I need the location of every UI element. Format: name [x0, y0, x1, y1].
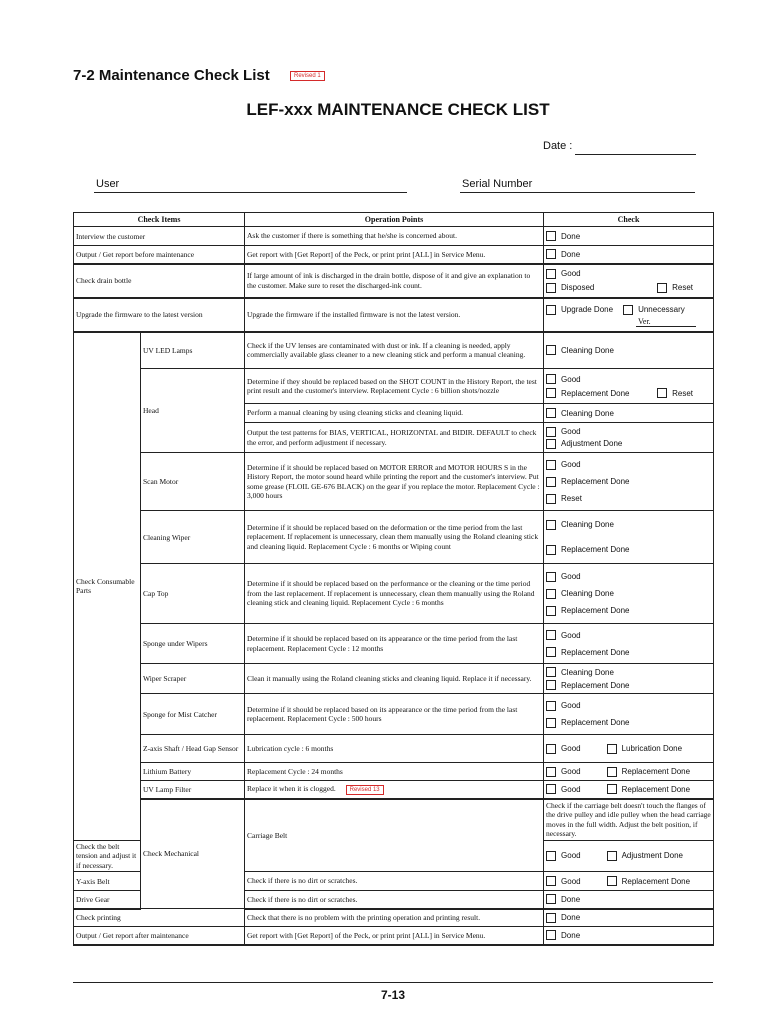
operation-point: Lubrication cycle : 6 months	[245, 735, 544, 763]
sub-item: Sponge under Wipers	[141, 624, 245, 664]
check-cell: Good Replacement Done	[544, 694, 714, 735]
table-row	[74, 781, 714, 799]
operation-point: Replacement Cycle : 24 months	[245, 763, 544, 781]
operation-point: Determine if it should be replaced based on its appearance or the time period from the last replacement. Replacement Cycle : 500 hours	[245, 694, 544, 735]
checkbox[interactable]	[546, 876, 556, 886]
check-cell: Good Replacement Done	[544, 781, 714, 799]
operation-point: If large amount of ink is discharged in the drain bottle, dispose of it and give an explanation to the customer. Make sure to reset the discharged-ink count.	[245, 264, 544, 298]
checkbox[interactable]	[607, 767, 617, 777]
revised-stamp: Revised 1	[290, 71, 325, 81]
checkbox[interactable]	[546, 718, 556, 728]
operation-point: Get report with [Get Report] of the Peck, or print print [ALL] in Service Menu.	[245, 246, 544, 264]
checkbox[interactable]	[546, 269, 556, 279]
table-row	[74, 332, 714, 369]
operation-point: Determine if it should be replaced based on the performance or the cleaning or the time period from the last replacement. If replacement is unnecessary, clean them manually using the Roland cleaning stick and cleaning liquid. Replacement Cycle : 6 months	[245, 564, 544, 624]
check-cell: Cleaning Done	[544, 332, 714, 369]
operation-point: Check if the carriage belt doesn't touch the flanges of the drive pulley and idle pulley when the head carriage moves in the full width. Adjust the belt position, if necessary.	[544, 799, 714, 841]
checkbox[interactable]	[607, 784, 617, 794]
checkbox[interactable]	[546, 374, 556, 384]
operation-point: Check that there is no problem with the printing operation and printing result.	[245, 909, 544, 927]
checkbox[interactable]	[546, 231, 556, 241]
operation-point: Determine if it should be replaced based on MOTOR ERROR and MOTOR HOURS S in the History Report, the motor sound heard while printing the report and the customer's interview. Put some grease (FLOIL GE-676 BLACK) on the gear if you replace the motor. Replacement Cycle : 3,000 hours	[245, 453, 544, 511]
checkbox[interactable]	[607, 851, 617, 861]
table-row	[74, 909, 714, 927]
check-cell: Done	[544, 246, 714, 264]
checkbox[interactable]	[546, 520, 556, 530]
document-title: LEF-xxx MAINTENANCE CHECK LIST	[246, 100, 550, 119]
sub-item: Cap Top	[141, 564, 245, 624]
checkbox[interactable]	[546, 427, 556, 437]
sub-item: Z-axis Shaft / Head Gap Sensor	[141, 735, 245, 763]
page-number: 7-13	[380, 988, 406, 1002]
sub-item: Lithium Battery	[141, 763, 245, 781]
operation-point: Check if the UV lenses are contaminated with dust or ink. If a cleaning is needed, apply commercially available glass cleaner to a new cleaning stick and perform a manual cleaning.	[245, 332, 544, 369]
check-item: Check drain bottle	[74, 264, 245, 298]
checkbox[interactable]	[546, 851, 556, 861]
table-row	[74, 799, 714, 841]
check-cell: Good Lubrication Done	[544, 735, 714, 763]
sub-item: Scan Motor	[141, 453, 245, 511]
checkbox[interactable]	[607, 876, 617, 886]
revised-stamp: Revised 13	[346, 785, 384, 795]
checkbox[interactable]	[546, 477, 556, 487]
check-cell: Good Replacement Done	[544, 872, 714, 891]
check-item: Upgrade the firmware to the latest version	[74, 298, 245, 332]
table-row	[74, 735, 714, 763]
sub-item: UV LED Lamps	[141, 332, 245, 369]
check-cell: Done	[544, 927, 714, 945]
table-row	[74, 369, 714, 404]
checkbox[interactable]	[546, 680, 556, 690]
check-cell: Good Replacement Done Reset	[544, 453, 714, 511]
table-row	[74, 227, 714, 246]
serial-number-field[interactable]	[460, 192, 695, 193]
check-cell: Good Replacement Done	[544, 624, 714, 664]
checkbox[interactable]	[546, 345, 556, 355]
checkbox[interactable]	[546, 589, 556, 599]
check-cell: Good Cleaning Done Replacement Done	[544, 564, 714, 624]
checkbox[interactable]	[546, 894, 556, 904]
operation-point: Replace it when it is clogged. Revised 13	[245, 781, 544, 799]
checkbox[interactable]	[657, 283, 667, 293]
serial-number-label: Serial Number	[462, 178, 533, 190]
operation-point: Ask the customer if there is something that he/she is concerned about.	[245, 227, 544, 246]
check-item: Output / Get report after maintenance	[74, 927, 245, 945]
group-label-mechanical: Check Mechanical	[141, 799, 245, 909]
checkbox[interactable]	[607, 744, 617, 754]
operation-point: Determine if they should be replaced based on the SHOT COUNT in the History Report, the test print result and the customer's interview. Replacement Cycle : 6 billion shots/nozzle	[245, 369, 544, 404]
checkbox[interactable]	[546, 667, 556, 677]
check-cell: Upgrade Done Unnecessary Ver.	[544, 298, 714, 332]
table-row	[74, 453, 714, 511]
footer-rule	[73, 982, 713, 983]
checkbox[interactable]	[546, 460, 556, 470]
sub-item: Carriage Belt	[245, 799, 544, 872]
date-label: Date :	[543, 140, 573, 152]
check-cell: Done	[544, 227, 714, 246]
checkbox[interactable]	[546, 439, 556, 449]
check-item: Output / Get report before maintenance	[74, 246, 245, 264]
checkbox[interactable]	[546, 388, 556, 398]
checkbox[interactable]	[546, 630, 556, 640]
checkbox[interactable]	[657, 388, 667, 398]
check-cell: Good Disposed Reset	[544, 264, 714, 298]
check-cell: Cleaning Done Replacement Done	[544, 511, 714, 564]
sub-item: Y-axis Belt	[74, 872, 141, 891]
operation-point: Determine if it should be replaced based on the deformation or the time period from the last replacement. If replacement is unnecessary, clean them manually using the Roland cleaning stick and cleaning liquid. Replacement Cycle : 6 months or Wiping count	[245, 511, 544, 564]
checkbox[interactable]	[546, 913, 556, 923]
user-label: User	[96, 178, 120, 190]
checkbox[interactable]	[546, 930, 556, 940]
check-cell: Good Adjustment Done	[544, 423, 714, 453]
version-field[interactable]: Ver.	[636, 317, 696, 327]
check-cell: Done	[544, 891, 714, 909]
operation-point: Determine if it should be replaced based on its appearance or the time period from the last replacement. Replacement Cycle : 12 months	[245, 624, 544, 664]
sub-item: Sponge for Mist Catcher	[141, 694, 245, 735]
check-item: Check printing	[74, 909, 245, 927]
checkbox[interactable]	[546, 606, 556, 616]
table-row	[74, 564, 714, 624]
maintenance-check-table	[73, 212, 714, 946]
operation-point: Output the test patterns for BIAS, VERTICAL, HORIZONTAL and BIDIR. DEFAULT to check the error, and perform adjustment if necessary.	[245, 423, 544, 453]
check-cell: Good Adjustment Done	[544, 840, 714, 872]
checkbox[interactable]	[546, 784, 556, 794]
checkbox[interactable]	[546, 701, 556, 711]
header-operation-points: Operation Points	[245, 213, 544, 227]
user-field[interactable]	[94, 192, 407, 193]
operation-point: Check if there is no dirt or scratches.	[245, 891, 544, 909]
checkbox[interactable]	[546, 744, 556, 754]
check-cell: Cleaning Done	[544, 404, 714, 423]
group-label-consumable: Check Consumable Parts	[74, 332, 141, 841]
sub-item: UV Lamp Filter	[141, 781, 245, 799]
sub-item: Drive Gear	[74, 891, 141, 909]
checkbox[interactable]	[546, 545, 556, 555]
sub-item: Wiper Scraper	[141, 664, 245, 694]
checkbox[interactable]	[546, 572, 556, 582]
table-row	[74, 927, 714, 945]
table-row	[74, 298, 714, 332]
table-row	[74, 694, 714, 735]
operation-point: Check if there is no dirt or scratches.	[245, 872, 544, 891]
table-row	[74, 664, 714, 694]
checkbox[interactable]	[546, 305, 556, 315]
check-cell: Good Replacement Done	[544, 763, 714, 781]
checkbox[interactable]	[546, 283, 556, 293]
check-cell: Cleaning Done Replacement Done	[544, 664, 714, 694]
header-check-items: Check Items	[74, 213, 245, 227]
table-row	[74, 511, 714, 564]
operation-point: Get report with [Get Report] of the Peck, or print print [ALL] in Service Menu.	[245, 927, 544, 945]
checkbox[interactable]	[623, 305, 633, 315]
check-cell: Good Replacement Done Reset	[544, 369, 714, 404]
operation-point: Check the belt tension and adjust it if necessary.	[74, 840, 141, 872]
sub-item: Cleaning Wiper	[141, 511, 245, 564]
check-item: Interview the customer	[74, 227, 245, 246]
operation-point: Upgrade the firmware if the installed firmware is not the latest version.	[245, 298, 544, 332]
checkbox[interactable]	[546, 767, 556, 777]
table-row	[74, 763, 714, 781]
checkbox[interactable]	[546, 249, 556, 259]
header-check: Check	[544, 213, 714, 227]
checkbox[interactable]	[546, 408, 556, 418]
table-row	[74, 624, 714, 664]
operation-point: Clean it manually using the Roland cleaning sticks and cleaning liquid. Replace it if necessary.	[245, 664, 544, 694]
operation-point: Perform a manual cleaning by using cleaning sticks and cleaning liquid.	[245, 404, 544, 423]
date-field[interactable]	[575, 154, 696, 155]
sub-item: Head	[141, 369, 245, 453]
table-row	[74, 264, 714, 298]
checkbox[interactable]	[546, 647, 556, 657]
check-cell: Done	[544, 909, 714, 927]
checkbox[interactable]	[546, 494, 556, 504]
table-row	[74, 246, 714, 264]
section-title: 7-2 Maintenance Check List	[73, 67, 270, 84]
